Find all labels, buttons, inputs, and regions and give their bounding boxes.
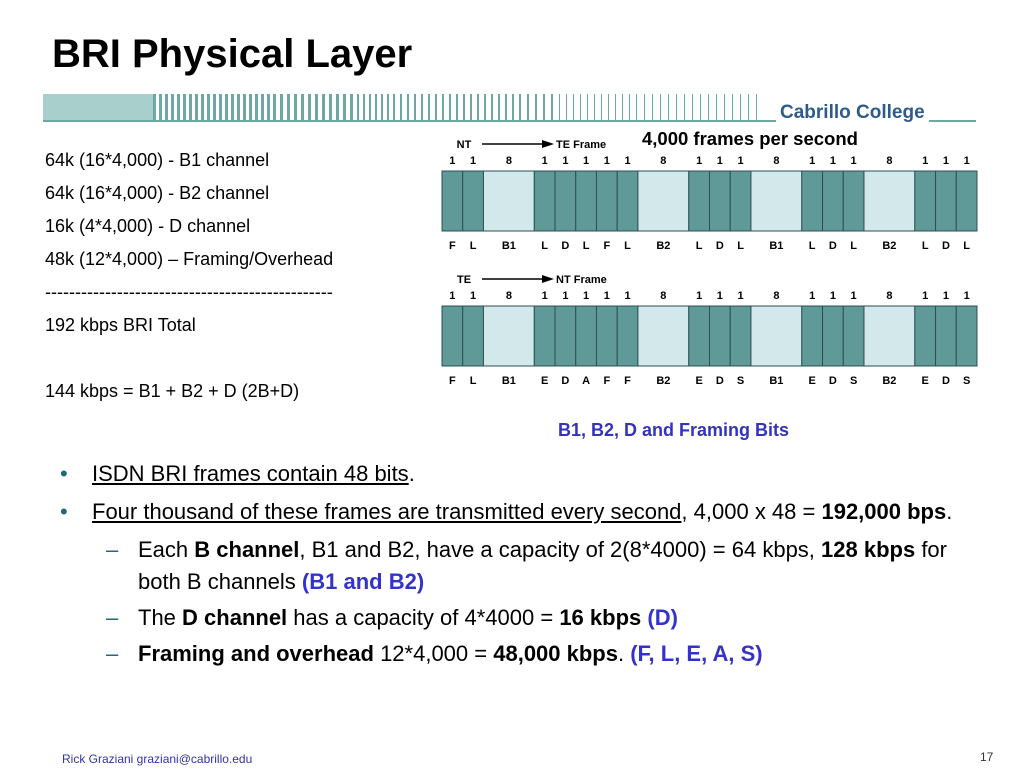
nt-te-frame-cell — [802, 171, 823, 231]
nt-te-frame-bit-count: 1 — [716, 155, 723, 167]
te-nt-frame-cell-label: F — [603, 375, 611, 387]
te-nt-frame-bit-count: 1 — [737, 290, 744, 302]
subbullet-framing: – Framing and overhead 12*4,000 = 48,000 kbps. (F, L, E, A, S) — [60, 638, 980, 670]
te-nt-frame-bit-count: 1 — [716, 290, 723, 302]
nt-te-frame-cell — [864, 171, 915, 231]
te-nt-frame-bit-count: 8 — [660, 290, 667, 302]
te-nt-frame-cell — [823, 306, 844, 366]
nt-te-frame-cell-label: L — [921, 240, 929, 252]
list-line-b1: 64k (16*4,000) - B1 channel — [45, 150, 270, 170]
te-nt-frame-bit-count: 1 — [696, 290, 703, 302]
te-nt-frame-bit-count: 1 — [809, 290, 816, 302]
nt-te-frame-cell — [617, 171, 638, 231]
te-nt-frame-bit-count: 1 — [942, 290, 949, 302]
te-nt-frame-cell — [802, 306, 823, 366]
te-nt-frame-direction-to: NT Frame — [556, 274, 607, 286]
nt-te-frame-bit-count: 1 — [470, 155, 477, 167]
nt-te-frame-direction-to: TE Frame — [556, 139, 607, 151]
nt-te-frame-cell-label: L — [624, 240, 631, 252]
bullet-list — [60, 458, 980, 674]
te-nt-frame-cell — [576, 306, 597, 366]
nt-te-frame-cell — [638, 171, 689, 231]
nt-te-frame-bit-count: 1 — [603, 155, 610, 167]
te-nt-frame-bit-count: 8 — [505, 290, 512, 302]
te-nt-frame-cell — [534, 306, 555, 366]
te-nt-frame-cell-label: D — [715, 375, 724, 387]
nt-te-frame-bit-count: 1 — [942, 155, 949, 167]
nt-te-frame-bit-count: 1 — [449, 155, 456, 167]
nt-te-frame-arrow-icon — [542, 140, 554, 148]
dash-icon: – — [106, 641, 119, 666]
nt-te-frame-cell-label: F — [603, 240, 611, 252]
nt-te-frame-cell-label: F — [448, 240, 456, 252]
frames-per-second-label: 4,000 frames per second — [642, 128, 858, 149]
te-nt-frame-cell — [864, 306, 915, 366]
te-nt-frame-cell — [638, 306, 689, 366]
nt-te-frame-cell-label: D — [941, 240, 950, 252]
bullet-frames-per-second: • Four thousand of these frames are transmitted every second, 4,000 x 48 = 192,000 bps. — [60, 496, 980, 528]
nt-te-frame-cell-label: B2 — [656, 240, 671, 252]
nt-te-frame-cell-label: D — [828, 240, 837, 252]
te-nt-frame-bit-count: 1 — [449, 290, 456, 302]
te-nt-frame-cell — [442, 306, 463, 366]
nt-te-frame-cell-label: D — [561, 240, 570, 252]
te-nt-frame-bit-count: 8 — [886, 290, 893, 302]
te-nt-frame-bit-count: 1 — [603, 290, 610, 302]
dash-icon: – — [106, 537, 119, 562]
nt-te-frame-cell-label: L — [808, 240, 816, 252]
te-nt-frame-bit-count: 1 — [624, 290, 631, 302]
nt-te-frame-bit-count: 1 — [696, 155, 703, 167]
te-nt-frame-bit-count: 1 — [562, 290, 569, 302]
subbullet-b-channel: – Each B channel, B1 and B2, have a capacity of 2(8*4000) = 64 kbps, 128 kbps for both B channels (B1 and B2) — [60, 534, 980, 598]
list-line-framing: 48k (12*4,000) – Framing/Overhead — [45, 249, 334, 269]
list-line-d: 16k (4*4,000) - D channel — [45, 216, 251, 236]
te-nt-frame-cell-label: A — [582, 375, 591, 387]
nt-te-frame-cell-label: L — [582, 240, 590, 252]
nt-te-frame-cell — [915, 171, 936, 231]
te-nt-frame-cell-label: E — [808, 375, 816, 387]
nt-te-frame-cell-label: L — [737, 240, 744, 252]
brand-logo-text: Cabrillo College — [776, 101, 929, 125]
te-nt-frame-cell-label: B1 — [769, 375, 784, 387]
te-nt-frame-cell-label: B1 — [501, 375, 516, 387]
bullet-frame-bits: • ISDN BRI frames contain 48 bits. — [60, 458, 980, 490]
nt-te-frame-bit-count: 1 — [809, 155, 816, 167]
nt-te-frame-bit-count: 8 — [505, 155, 512, 167]
te-nt-frame-cell — [843, 306, 864, 366]
nt-te-frame-cell-label: L — [963, 240, 971, 252]
te-nt-frame-cell-label: S — [962, 375, 971, 387]
nt-te-frame-cell — [710, 171, 731, 231]
te-nt-frame-cell-label: S — [849, 375, 858, 387]
te-nt-frame-cell-label: S — [736, 375, 745, 387]
te-nt-frame-cell — [483, 306, 534, 366]
te-nt-frame-cell — [596, 306, 617, 366]
te-nt-frame-bit-count: 1 — [829, 290, 836, 302]
nt-te-frame-cell-label: B1 — [501, 240, 516, 252]
dash-icon: – — [106, 605, 119, 630]
slide-title: BRI Physical Layer — [52, 32, 413, 76]
bandwidth-list — [45, 144, 425, 408]
te-nt-frame-cell — [956, 306, 977, 366]
nt-te-frame-cell-label: B2 — [882, 240, 897, 252]
te-nt-frame-cell-label: B2 — [656, 375, 671, 387]
nt-te-frame-bit-count: 1 — [737, 155, 744, 167]
footer-author: Rick Graziani graziani@cabrillo.edu — [62, 752, 253, 766]
te-nt-frame-cell-label: B2 — [882, 375, 897, 387]
te-nt-frame-cell — [555, 306, 576, 366]
nt-te-frame-cell-label: L — [469, 240, 477, 252]
nt-te-frame-cell-label: L — [850, 240, 857, 252]
nt-te-frame-cell — [483, 171, 534, 231]
nt-te-frame-bit-count: 1 — [583, 155, 590, 167]
te-nt-frame-bit-count: 8 — [773, 290, 780, 302]
list-line-b2: 64k (16*4,000) - B2 channel — [45, 183, 270, 203]
bri-frame-diagram — [432, 128, 982, 408]
nt-te-frame-cell — [689, 171, 710, 231]
te-nt-frame-direction-from: TE — [456, 274, 472, 286]
subbullet-d-channel: – The D channel has a capacity of 4*4000 = 16 kbps (D) — [60, 602, 980, 634]
te-nt-frame-bit-count: 1 — [470, 290, 477, 302]
te-nt-frame-bit-count: 1 — [541, 290, 548, 302]
te-nt-frame-cell-label: E — [921, 375, 929, 387]
bullet-dot-icon: • — [60, 499, 68, 524]
te-nt-frame-cell — [463, 306, 484, 366]
te-nt-frame-cell — [936, 306, 957, 366]
nt-te-frame-cell — [730, 171, 751, 231]
te-nt-frame-cell-label: F — [624, 375, 631, 387]
page-number: 17 — [980, 750, 994, 764]
te-nt-frame-cell-label: E — [540, 375, 549, 387]
nt-te-frame-cell — [751, 171, 802, 231]
nt-te-frame-bit-count: 1 — [541, 155, 548, 167]
te-nt-frame-cell-label: L — [469, 375, 477, 387]
te-nt-frame-cell — [730, 306, 751, 366]
nt-te-frame-cell-label: B1 — [769, 240, 784, 252]
nt-te-frame-cell-label: L — [541, 240, 549, 252]
te-nt-frame-cell — [915, 306, 936, 366]
nt-te-frame-cell — [596, 171, 617, 231]
te-nt-frame-cell — [751, 306, 802, 366]
te-nt-frame-cell-label: F — [448, 375, 456, 387]
nt-te-frame-cell — [956, 171, 977, 231]
te-nt-frame-cell-label: E — [695, 375, 703, 387]
bullet-dot-icon: • — [60, 461, 68, 486]
nt-te-frame-bit-count: 1 — [562, 155, 569, 167]
nt-te-frame-bit-count: 1 — [850, 155, 857, 167]
te-nt-frame-cell — [617, 306, 638, 366]
te-nt-frame-bit-count: 1 — [922, 290, 929, 302]
te-nt-frame-cell — [689, 306, 710, 366]
te-nt-frame-cell-label: D — [828, 375, 837, 387]
te-nt-frame-cell-label: D — [561, 375, 570, 387]
nt-te-frame-cell — [576, 171, 597, 231]
nt-te-frame-cell — [555, 171, 576, 231]
list-divider: ------------------------------------------------ — [45, 282, 333, 302]
nt-te-frame-cell-label: L — [695, 240, 703, 252]
te-nt-frame-cell — [710, 306, 731, 366]
nt-te-frame-cell — [463, 171, 484, 231]
nt-te-frame-cell — [936, 171, 957, 231]
nt-te-frame-cell — [823, 171, 844, 231]
nt-te-frame-cell-label: D — [715, 240, 724, 252]
list-sum: 144 kbps = B1 + B2 + D (2B+D) — [45, 381, 300, 401]
nt-te-frame-bit-count: 8 — [773, 155, 780, 167]
nt-te-frame-cell — [534, 171, 555, 231]
nt-te-frame-bit-count: 8 — [886, 155, 893, 167]
nt-te-frame-bit-count: 1 — [829, 155, 836, 167]
te-nt-frame-arrow-icon — [542, 275, 554, 283]
nt-te-frame-direction-from: NT — [456, 139, 472, 151]
nt-te-frame-bit-count: 8 — [660, 155, 667, 167]
nt-te-frame-cell — [442, 171, 463, 231]
nt-te-frame-bit-count: 1 — [624, 155, 631, 167]
te-nt-frame-bit-count: 1 — [850, 290, 857, 302]
te-nt-frame-bit-count: 1 — [963, 290, 970, 302]
diagram-caption: B1, B2, D and Framing Bits — [558, 420, 790, 440]
nt-te-frame-cell — [843, 171, 864, 231]
nt-te-frame-bit-count: 1 — [922, 155, 929, 167]
nt-te-frame-bit-count: 1 — [963, 155, 970, 167]
te-nt-frame-cell-label: D — [941, 375, 950, 387]
te-nt-frame-bit-count: 1 — [583, 290, 590, 302]
list-total: 192 kbps BRI Total — [45, 315, 196, 335]
